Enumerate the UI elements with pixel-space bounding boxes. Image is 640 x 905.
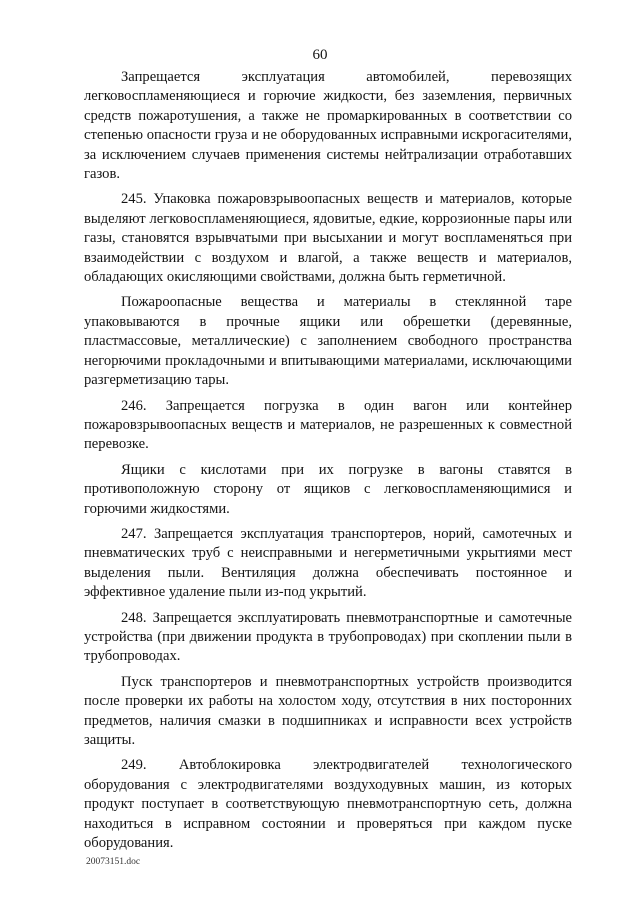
document-body	[84, 68, 572, 859]
paragraph-245: 245. Упаковка пожаровзрывоопасных веществ и материалов, которые выделяют легковоспламеняющиеся, ядовитые, едкие, коррозионные пары или газы, становятся взрывчатыми при высыхании и могут воспламеняться при взаимодействии с воздухом и влагой, а также веществ и материалов, обладающих окисляющими свойствами, должна быть герметичной.	[84, 191, 572, 286]
paragraph-glass-packaging: Пожароопасные вещества и материалы в стеклянной таре упаковываются в прочные ящики или обрешетки (деревянные, пластмассовые, металлические) с заполнением свободного пространства негорючими прокладочными и впитывающими материалами, исключающими разгерметизацию тары.	[84, 294, 572, 389]
file-name-footer: 20073151.doc	[86, 857, 141, 867]
paragraph-247: 247. Запрещается эксплуатация транспортеров, норий, самотечных и пневматических труб с неисправными и негерметичными укрытиями мест выделения пыли. Вентиляция должна обеспечивать постоянное и эффективное удаление пыли из-под укрытий.	[84, 525, 572, 601]
paragraph-246: 246. Запрещается погрузка в один вагон или контейнер пожаровзрывоопасных веществ и материалов, не разрешенных к совместной перевозке.	[84, 397, 572, 453]
page-number: 60	[312, 47, 328, 63]
paragraph-vehicles: Запрещается эксплуатация автомобилей, перевозящих легковоспламеняющиеся и горючие жидкости, без заземления, первичных средств пожаротушения, а также не промаркированных в соответствии со степенью опасности груза и не оборудованных исправными искрогасителями, за исключением случаев применения системы нейтрализации отработавших газов.	[84, 69, 572, 183]
paragraph-acid-boxes: Ящики с кислотами при их погрузке в вагоны ставятся в противоположную сторону от ящиков с легковоспламеняющимися и горючими жидкостями.	[84, 461, 572, 517]
paragraph-249: 249. Автоблокировка электродвигателей технологического оборудования с электродвигателями воздуходувных машин, из которых продукт поступает в соответствующую пневмотранспортную сеть, должна находиться в исправном состоянии и проверяться при каждом пуске оборудования.	[84, 757, 572, 852]
paragraph-conveyor-start: Пуск транспортеров и пневмотранспортных устройств производится после проверки их работы на холостом ходу, отсутствия в них посторонних предметов, наличия смазки в подшипниках и исправности всех устройств защиты.	[84, 673, 572, 748]
paragraph-248: 248. Запрещается эксплуатировать пневмотранспортные и самотечные устройства (при движении продукта в трубопроводах) при скоплении пыли в трубопроводах.	[84, 609, 572, 665]
